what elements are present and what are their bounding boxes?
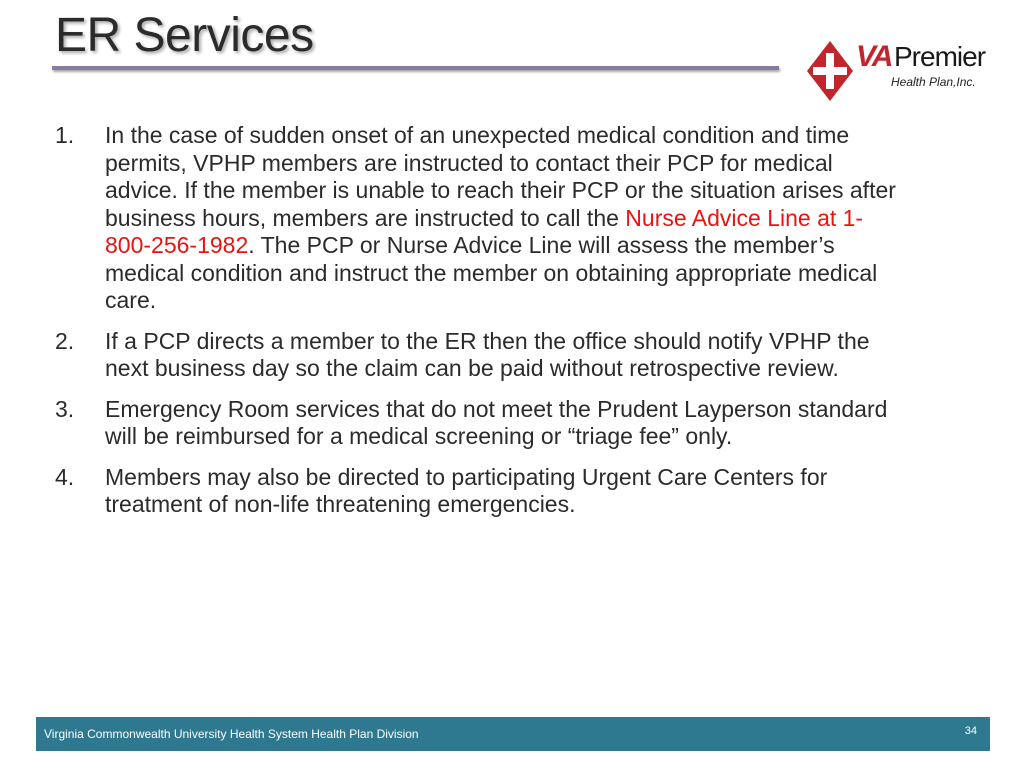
list-item-text: If a PCP directs a member to the ER then the office should notify VPHP the next business day so the claim can be paid without retrospective review. bbox=[105, 327, 870, 381]
list-item-text-after: . The PCP or Nurse Advice Line will assess the member’s medical condition and instruct the member on obtaining appropriate medical care. bbox=[105, 232, 878, 313]
list-item bbox=[55, 122, 905, 315]
list-item-number: 4. bbox=[55, 463, 75, 490]
list-item bbox=[55, 328, 905, 383]
slide-title: ER Services bbox=[55, 9, 314, 62]
footer-bar bbox=[36, 717, 990, 751]
logo-brand-name: Premier bbox=[894, 41, 986, 72]
list-item-number: 1. bbox=[55, 122, 75, 148]
page-number: 34 bbox=[964, 725, 977, 737]
numbered-list bbox=[55, 122, 905, 519]
list-item-number: 2. bbox=[55, 327, 75, 354]
list-item-text: In the case of sudden onset of an unexpected medical condition and time permits, VPHP members are instructed to contact their PCP for medical advice. If the member is unable to reach their PCP or the situation arises after business hours, members are instructed to call the bbox=[105, 122, 896, 231]
title-underline bbox=[52, 66, 779, 70]
va-premier-logo bbox=[806, 40, 986, 100]
list-item-number: 3. bbox=[55, 395, 75, 422]
logo-tagline: Health Plan,Inc. bbox=[891, 75, 976, 89]
list-item-text: Emergency Room services that do not meet the Prudent Layperson standard will be reimbursed for a medical screening or “triage fee” only. bbox=[105, 395, 888, 449]
list-item-text: Members may also be directed to participating Urgent Care Centers for treatment of non-life threatening emergencies. bbox=[105, 463, 828, 517]
nurse-advice-line-highlight: Nurse Advice Line at 1-800-256-1982 bbox=[105, 204, 864, 258]
list-item bbox=[55, 396, 905, 451]
footer-organization: Virginia Commonwealth University Health System Health Plan Division bbox=[44, 727, 419, 741]
logo-brand-va: VA bbox=[856, 40, 892, 73]
slide-body bbox=[55, 122, 905, 532]
list-item bbox=[55, 464, 905, 519]
